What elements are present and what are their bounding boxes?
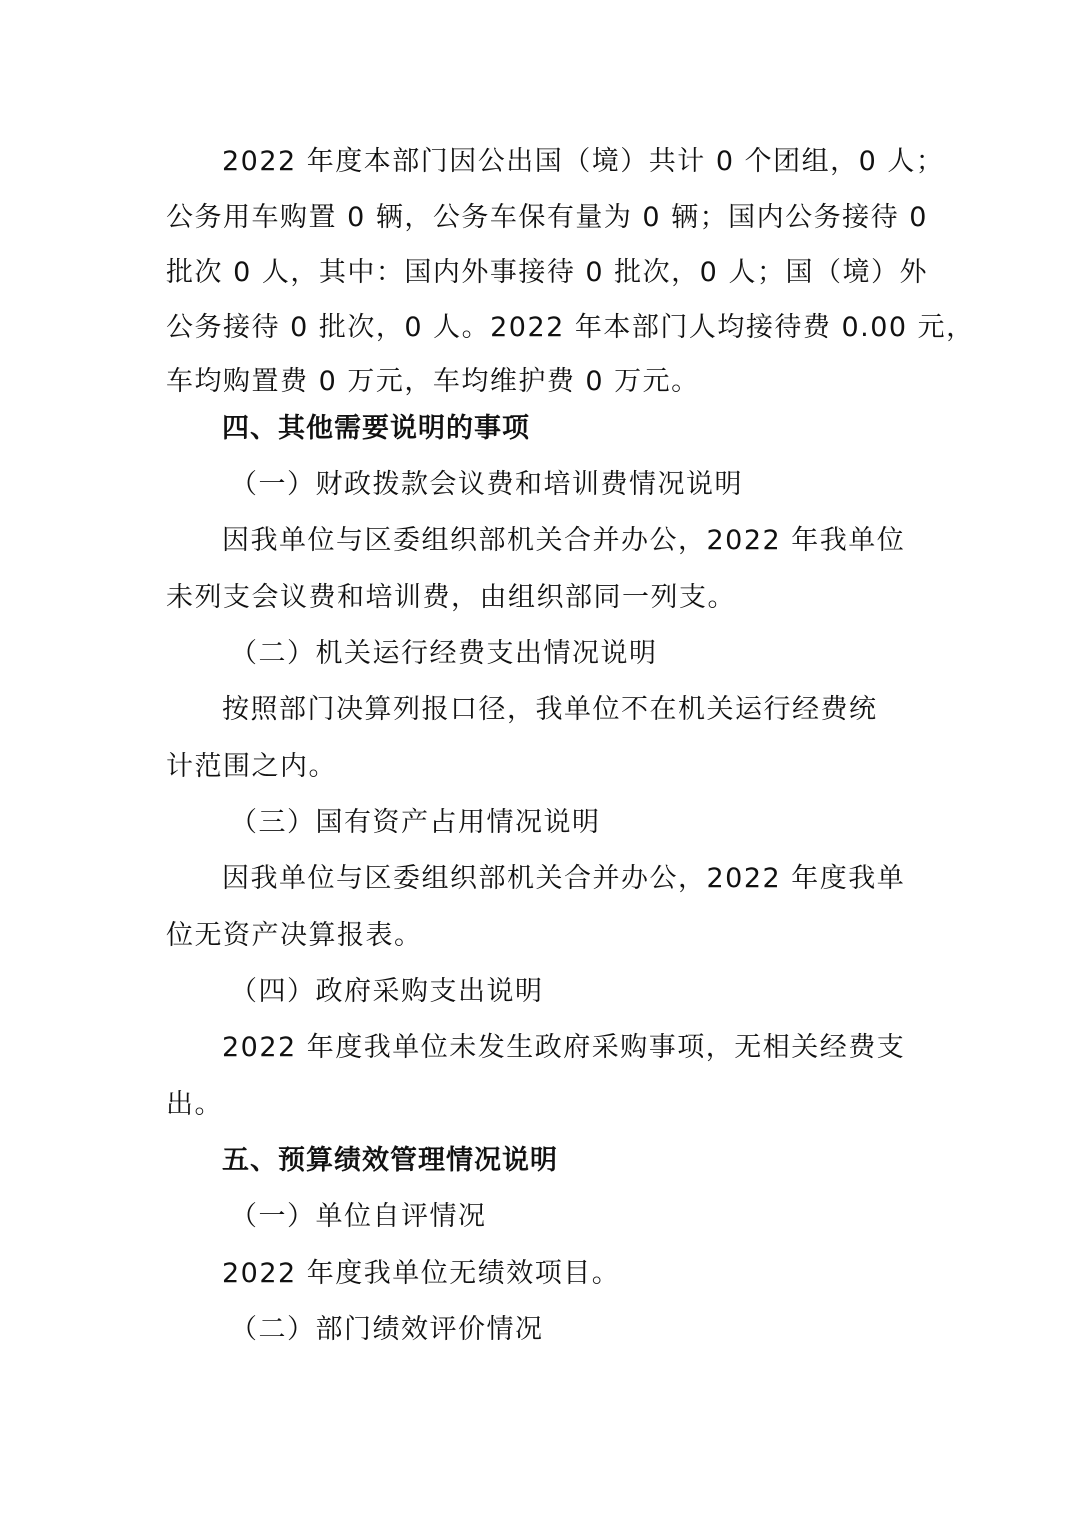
subsection-heading: （一）单位自评情况 <box>230 1201 487 1232</box>
paragraph-line: 批次 0 人，其中：国内外事接待 0 批次，0 人；国（境）外 <box>166 257 928 288</box>
paragraph-line: 按照部门决算列报口径，我单位不在机关运行经费统 <box>222 694 878 725</box>
paragraph-line: 车均购置费 0 万元，车均维护费 0 万元。 <box>166 366 700 397</box>
section-heading: 四、其他需要说明的事项 <box>222 413 530 444</box>
paragraph-line: 出。 <box>166 1089 223 1120</box>
paragraph-line: 因我单位与区委组织部机关合并办公，2022 年度我单 <box>222 863 906 894</box>
subsection-heading: （二）机关运行经费支出情况说明 <box>230 638 658 669</box>
paragraph-line: 公务用车购置 0 辆，公务车保有量为 0 辆；国内公务接待 0 <box>166 202 928 233</box>
paragraph-line: 2022 年度我单位无绩效项目。 <box>222 1258 621 1289</box>
paragraph-line: 公务接待 0 批次，0 人。2022 年本部门人均接待费 0.00 元， <box>166 312 975 343</box>
paragraph-line: 2022 年度本部门因公出国（境）共计 0 个团组，0 人； <box>222 146 945 177</box>
paragraph-line: 位无资产决算报表。 <box>166 920 423 951</box>
paragraph-line: 2022 年度我单位未发生政府采购事项，无相关经费支 <box>222 1032 906 1063</box>
paragraph-line: 因我单位与区委组织部机关合并办公，2022 年我单位 <box>222 525 906 556</box>
paragraph-line: 计范围之内。 <box>166 751 337 782</box>
subsection-heading: （一）财政拨款会议费和培训费情况说明 <box>230 469 743 500</box>
section-heading: 五、预算绩效管理情况说明 <box>222 1145 558 1176</box>
subsection-heading: （四）政府采购支出说明 <box>230 976 544 1007</box>
subsection-heading: （二）部门绩效评价情况 <box>230 1314 544 1345</box>
paragraph-line: 未列支会议费和培训费，由组织部同一列支。 <box>166 582 736 613</box>
subsection-heading: （三）国有资产占用情况说明 <box>230 807 601 838</box>
